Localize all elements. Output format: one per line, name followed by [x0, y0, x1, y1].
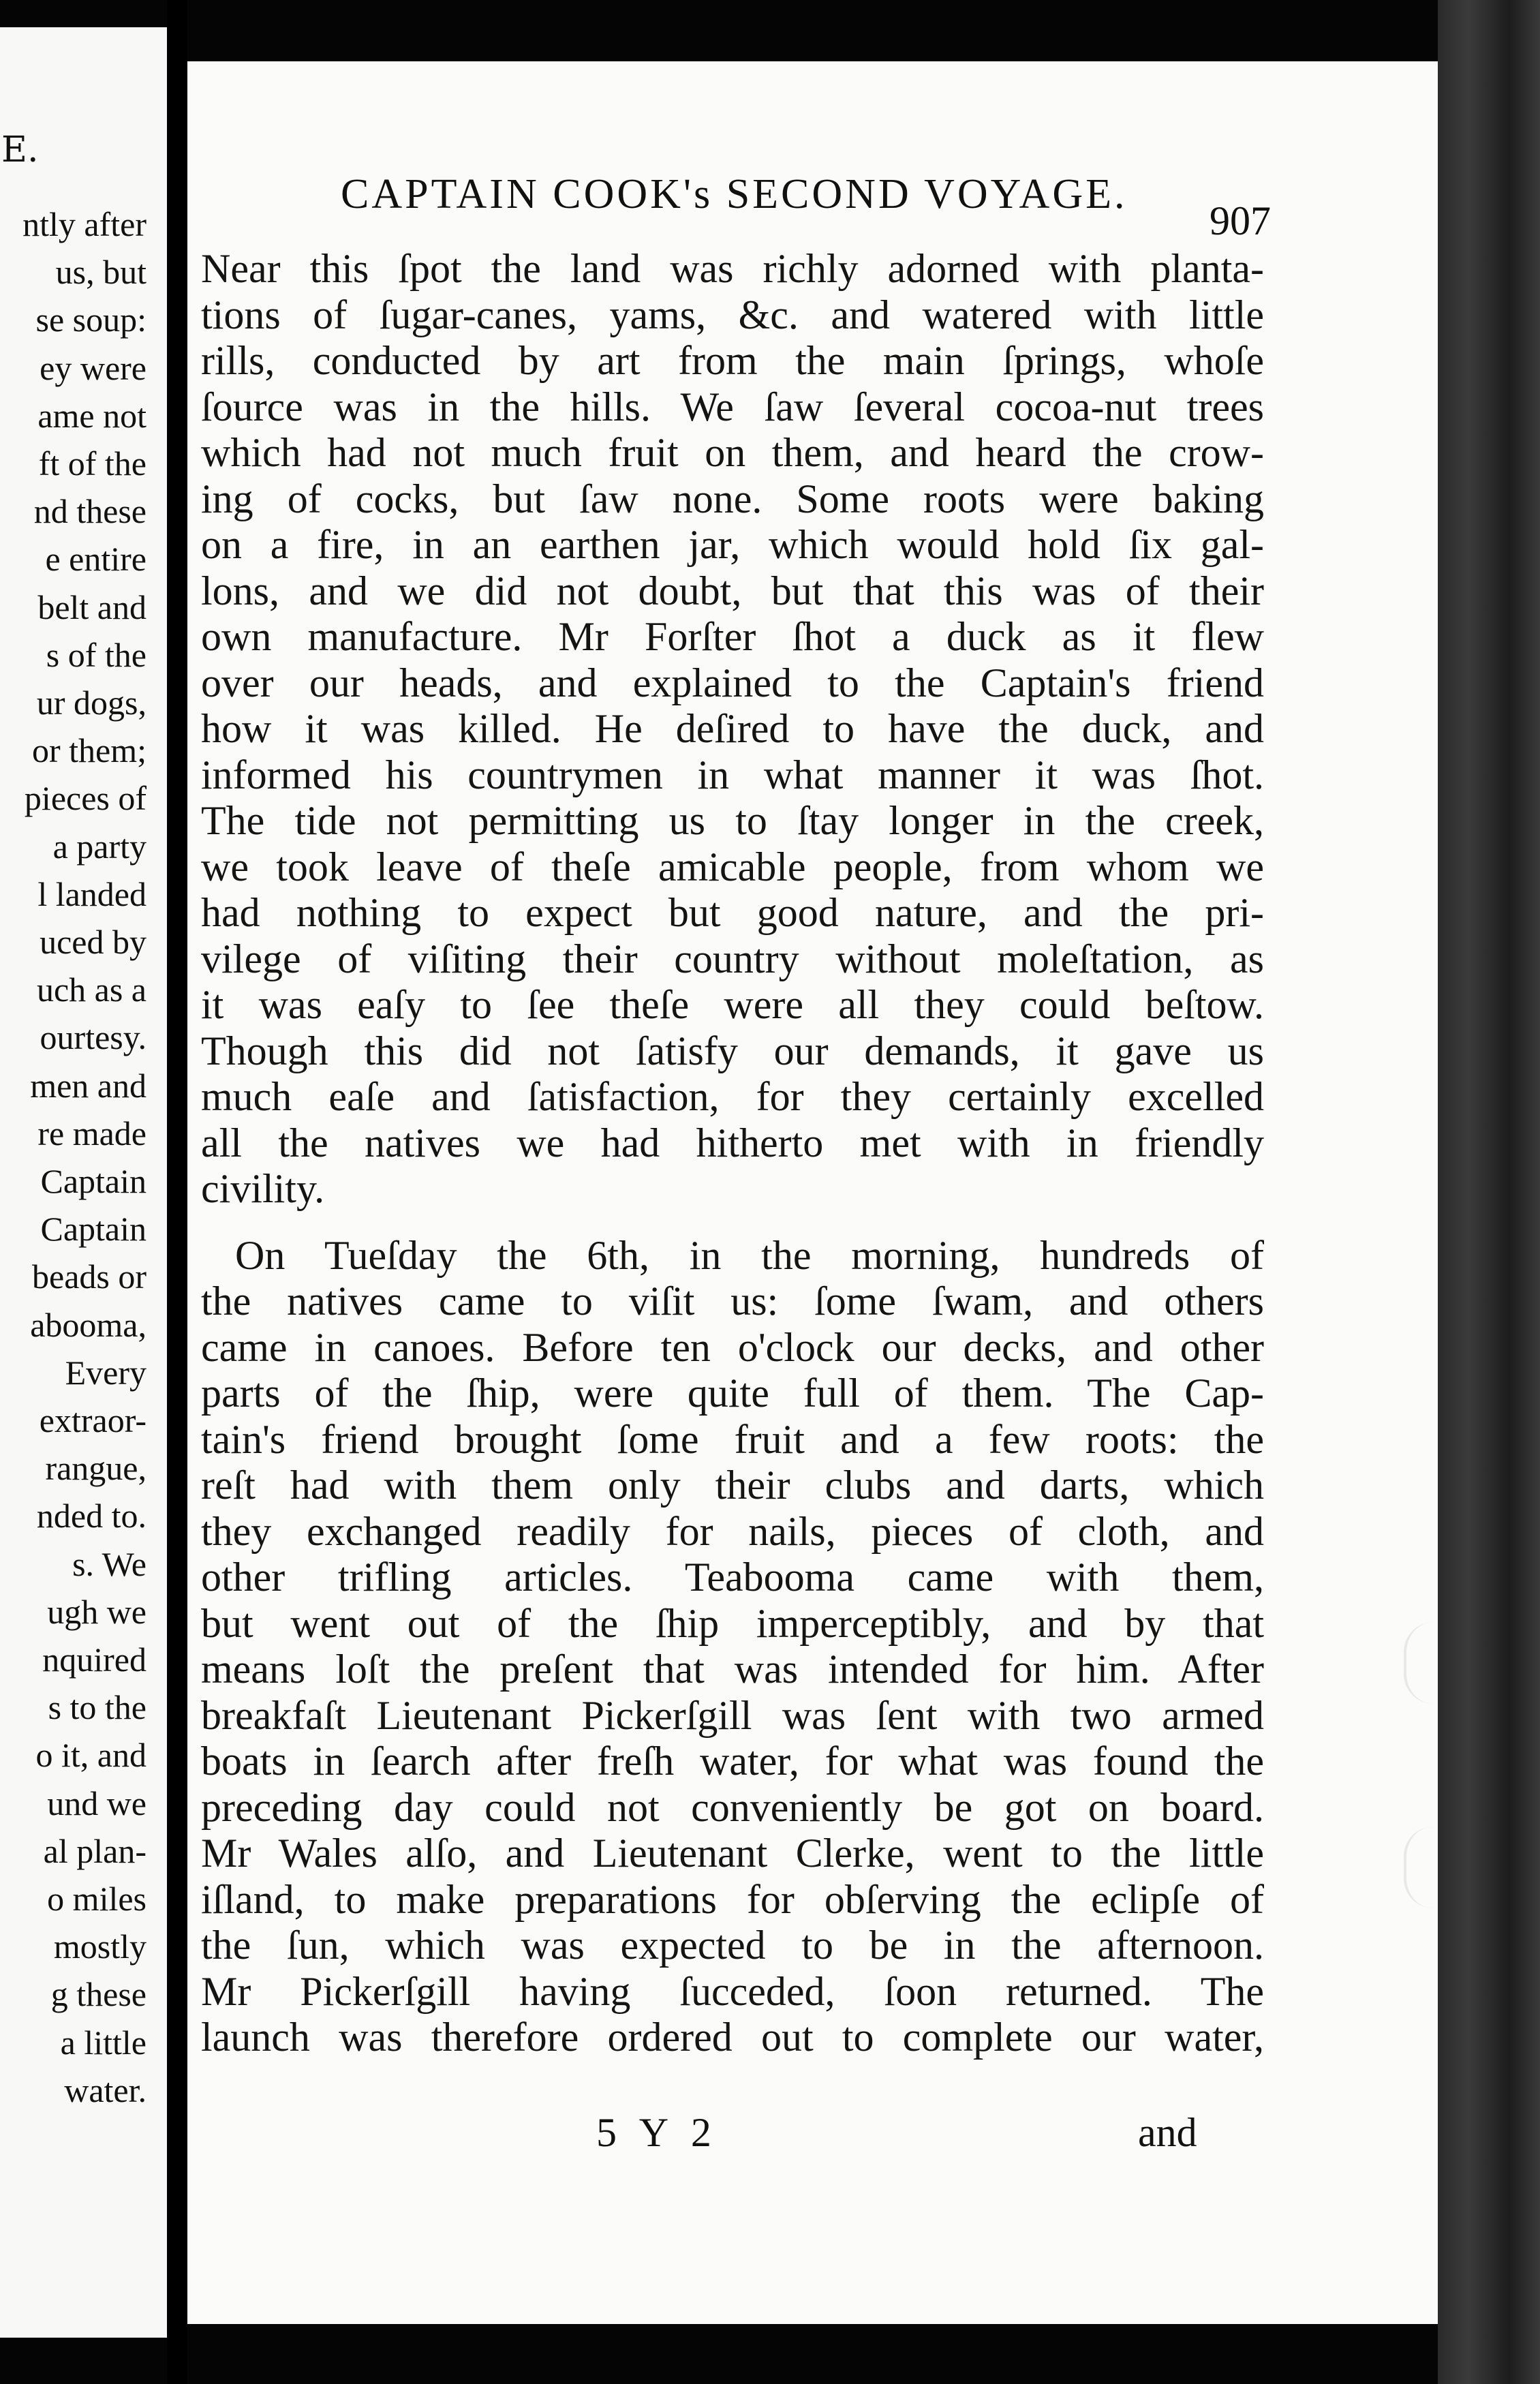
left-page-line: ame not — [37, 396, 147, 435]
body-text-line: lons, and we did not doubt, but that this was of their — [201, 568, 1264, 613]
left-page-line: o it, and — [35, 1736, 147, 1775]
body-text-line: other trifling articles. Teabooma came with them, — [201, 1555, 1264, 1600]
left-page-line: us, but — [55, 253, 147, 292]
body-text-line: on a fire, in an earthen jar, which would hold ſix gal- — [201, 522, 1264, 567]
body-text-line: breakfaſt Lieutenant Pickerſgill was ſent with two armed — [201, 1692, 1264, 1738]
left-page-line: ugh we — [47, 1592, 147, 1631]
left-facing-page — [0, 27, 167, 2338]
left-page-line: re made — [37, 1114, 147, 1152]
body-text-line: Mr Pickerſgill having ſucceded, ſoon returned. The — [201, 1968, 1264, 2014]
left-page-line: s. We — [72, 1544, 147, 1583]
left-page-line: l landed — [37, 874, 147, 913]
left-page-line: belt and — [37, 587, 147, 626]
left-page-line: ntly after — [22, 205, 147, 243]
body-text-line: tions of ſugar-canes, yams, &c. and watered with little — [201, 292, 1264, 337]
left-page-line: uced by — [40, 923, 147, 961]
left-page-line: men and — [30, 1066, 147, 1105]
left-page-line: ourtesy. — [40, 1018, 147, 1057]
left-page-line: s of the — [46, 635, 147, 674]
body-text-line: vilege of viſiting their country without moleſtation, as — [201, 936, 1264, 981]
body-text-line: civility. — [201, 1166, 325, 1211]
left-page-line: abooma, — [30, 1305, 147, 1344]
body-text-line: launch was therefore ordered out to complete our water, — [201, 2015, 1264, 2060]
left-page-line: ft of the — [38, 444, 147, 483]
body-text-line: it was eaſy to ſee theſe were all they could beſtow. — [201, 982, 1264, 1027]
body-text-line: ing of cocks, but ſaw none. Some roots were baking — [201, 476, 1264, 521]
left-page-line: se soup: — [35, 301, 147, 339]
body-text-line: Mr Wales alſo, and Lieutenant Clerke, went to the little — [201, 1831, 1264, 1876]
body-text-line: all the natives we had hitherto met with in friendly — [201, 1120, 1264, 1165]
left-page-line: water. — [64, 2070, 147, 2109]
signature-mark: 5 Y 2 — [596, 2110, 718, 2155]
left-page-line: s to the — [48, 1688, 147, 1727]
left-page-line: a party — [52, 827, 147, 866]
body-text-line: Though this did not ſatisfy our demands, it gave us — [201, 1028, 1264, 1073]
left-page-line: Captain — [40, 1210, 147, 1249]
body-text-line: the natives came to viſit us: ſome ſwam, and others — [201, 1279, 1264, 1324]
body-text-line: how it was killed. He deſired to have the duck, and — [201, 706, 1264, 751]
body-text-line: boats in ſearch after freſh water, for what was found the — [201, 1739, 1264, 1784]
book-gutter — [167, 0, 187, 2384]
body-text-line: ſource was in the hills. We ſaw ſeveral cocoa-nut trees — [201, 384, 1264, 429]
body-text-line: iſland, to make preparations for obſerving the eclipſe of — [201, 1876, 1264, 1922]
body-text-line: preceding day could not conveniently be got on board. — [201, 1784, 1264, 1830]
page-number: 907 — [1210, 198, 1271, 243]
body-text-line: Near this ſpot the land was richly adorned with planta- — [201, 246, 1264, 291]
left-page-line: pieces of — [24, 779, 147, 818]
left-page-line: al plan- — [43, 1831, 147, 1870]
body-text-line: much eaſe and ſatisfaction, for they certainly excelled — [201, 1074, 1264, 1119]
left-page-line: or them; — [31, 731, 147, 770]
left-page-line: Every — [65, 1353, 147, 1392]
right-page — [187, 61, 1438, 2324]
body-text-line: but went out of the ſhip imperceptibly, and by that — [201, 1600, 1264, 1646]
catchword: and — [1138, 2110, 1197, 2155]
left-page-line: beads or — [32, 1257, 147, 1296]
body-text-line: On Tueſday the 6th, in the morning, hundreds of — [235, 1232, 1264, 1278]
running-head: CAPTAIN COOK's SECOND VOYAGE. — [341, 171, 1128, 217]
left-page-line: ur dogs, — [36, 684, 147, 722]
left-page-line: Captain — [40, 1162, 147, 1200]
left-page-line: extraor- — [39, 1401, 147, 1439]
body-text-line: informed his countrymen in what manner it was ſhot. — [201, 752, 1264, 797]
left-page-line: g these — [50, 1975, 147, 2014]
left-page-line: ey were — [40, 348, 147, 387]
left-page-line: e entire — [45, 540, 147, 579]
left-page-line: nd these — [33, 492, 147, 531]
body-text-line: parts of the ſhip, were quite full of them. The Cap- — [201, 1371, 1264, 1416]
body-text-line: reſt had with them only their clubs and darts, which — [201, 1463, 1264, 1508]
page-edge-shadow — [1438, 0, 1540, 2384]
body-text-line: had nothing to expect but good nature, and the pri- — [201, 890, 1264, 935]
left-page-header-fragment: E. — [1, 129, 39, 170]
body-text-line: tain's friend brought ſome fruit and a few roots: the — [201, 1416, 1264, 1462]
left-page-line: mostly — [53, 1927, 147, 1966]
left-page-line: uch as a — [36, 971, 147, 1009]
left-page-line: nded to. — [36, 1497, 147, 1535]
left-page-line: und we — [47, 1784, 147, 1822]
body-text-line: came in canoes. Before ten o'clock our decks, and other — [201, 1324, 1264, 1370]
body-text-line: we took leave of theſe amicable people, from whom we — [201, 844, 1264, 889]
left-page-line: rangue, — [45, 1449, 147, 1488]
body-text-line: rills, conducted by art from the main ſprings, whoſe — [201, 338, 1264, 383]
left-page-line: nquired — [42, 1640, 147, 1679]
body-text-line: over our heads, and explained to the Captain's friend — [201, 660, 1264, 705]
left-page-line: o miles — [47, 1880, 147, 1918]
body-text-line: own manufacture. Mr Forſter ſhot a duck as it flew — [201, 614, 1264, 659]
body-text-line: the ſun, which was expected to be in the afternoon. — [201, 1923, 1264, 1968]
body-text-line: which had not much fruit on them, and heard the crow- — [201, 430, 1264, 475]
body-text-line: The tide not permitting us to ſtay longer in the creek, — [201, 798, 1264, 843]
body-text-line: means loſt the preſent that was intended for him. After — [201, 1647, 1264, 1692]
left-page-line: a little — [60, 2023, 147, 2062]
body-text-line: they exchanged readily for nails, pieces of cloth, and — [201, 1508, 1264, 1554]
